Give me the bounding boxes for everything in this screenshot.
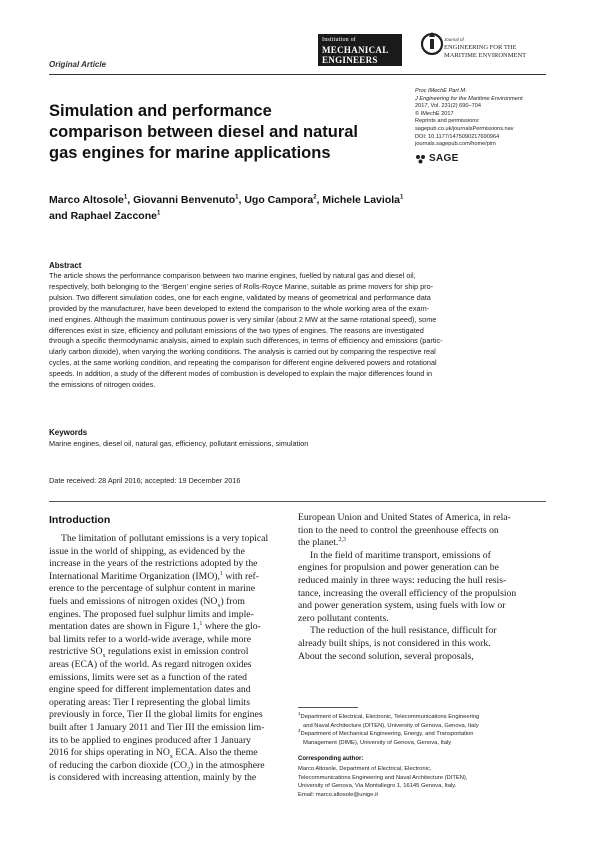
corresponding-line: Telecommunications Engineering and Naval Architecture (DITEN), bbox=[298, 774, 468, 781]
meta-citation: 2017, Vol. 231(2) 690–704 bbox=[415, 103, 481, 110]
corresponding-email[interactable]: Email: marco.altosole@unige.it bbox=[298, 791, 378, 798]
article-type: Original Article bbox=[49, 60, 107, 69]
corresponding-author-details bbox=[298, 765, 546, 799]
journal-logo-prefix: Journal of bbox=[444, 37, 464, 42]
body-text-line: About the second solution, several proposals, bbox=[298, 650, 474, 662]
body-text-line: European Union and United States of America, in rela- bbox=[298, 512, 511, 523]
body-text-line: tance, increasing the overall efficiency of the propulsion bbox=[298, 587, 517, 599]
imeche-logo bbox=[318, 34, 402, 66]
meta-reprints-link[interactable]: sagepub.co.uk/journalsPermissions.nav bbox=[415, 125, 514, 132]
body-text-line: erence to the percentage of sulphur content in marine bbox=[49, 583, 256, 595]
body-text-line: built after 1 January 2011 and Tier III the emission lim- bbox=[49, 721, 265, 733]
body-text-line: emissions, limits were set as a function of the rated bbox=[49, 671, 248, 683]
abstract-line: through a specific thermodynamic analysis, aimed to explain such differences, in terms of efficiency and emissions (partic- bbox=[49, 336, 443, 346]
sage-icon bbox=[415, 154, 427, 164]
imeche-logo-line2: MECHANICAL bbox=[322, 45, 389, 55]
imeche-logo-line1: Institution of bbox=[322, 37, 356, 43]
abstract-line: ularly carbon dioxide), when varying the working conditions. The analysis is carried out by comparing the respective real bbox=[49, 347, 436, 357]
affiliation-line: and Naval Architecture (DITEN), University of Genova, Genova, Italy bbox=[303, 722, 479, 729]
abstract-heading: Abstract bbox=[49, 261, 82, 270]
title-line: comparison between diesel and natural bbox=[49, 123, 358, 141]
body-text-line: increase in the years of the restrictions adopted by the bbox=[49, 558, 258, 570]
body-text-line: tion to the need to control the greenhouse effects on bbox=[298, 524, 499, 536]
affiliation-line: Management (DIME), University of Genova, Genova, Italy bbox=[303, 739, 452, 746]
journal-logo-line1: ENGINEERING FOR THE bbox=[444, 44, 517, 51]
keywords-text: Marine engines, diesel oil, natural gas, efficiency, pollutant emissions, simulation bbox=[49, 439, 309, 448]
author-affiliation-mark: 1 bbox=[123, 194, 128, 201]
author-name: Ugo Campora bbox=[244, 194, 314, 206]
meta-journal-name: Proc IMechE Part M: bbox=[415, 88, 467, 94]
meta-copyright: © IMechE 2017 bbox=[415, 110, 454, 117]
introduction-left-column bbox=[49, 533, 286, 785]
abstract-line: the emissions of nitrogen oxides. bbox=[49, 380, 156, 390]
publisher-logo bbox=[415, 153, 459, 164]
author-affiliation-mark: 1 bbox=[400, 194, 404, 201]
author-list: Marco Altosole$^1$, Giovanni Benvenuto$^1$, Ugo Campora$^2$, Michele Laviola$^1$ and Raphael Zaccone$^1$ bbox=[49, 194, 404, 222]
citation-mark[interactable]: 1 bbox=[199, 620, 203, 627]
meta-journal-link[interactable]: journals.sagepub.com/home/pim bbox=[415, 141, 496, 148]
affiliation-number: 2 bbox=[298, 728, 301, 734]
body-text-line: the planet.$^{2,3}$ bbox=[298, 536, 346, 549]
abstract-line: differences exist in size, efficiency and pollutant emissions of the two types of engines. The reasons are investigated bbox=[49, 325, 424, 335]
body-text-line: mentation dates are shown in Figure 1,$^1$ where the glo- bbox=[49, 620, 261, 633]
author-affiliation-mark: 1 bbox=[156, 210, 161, 217]
body-text-line: fuels and emissions of nitrogen oxides $(NO_x)$ from bbox=[49, 595, 245, 609]
author-name: Michele Laviola bbox=[322, 194, 400, 206]
imeche-logo-line3: ENGINEERS bbox=[322, 55, 378, 65]
keywords-heading: Keywords bbox=[49, 428, 88, 437]
abstract-line: provided by the manufacturer, have been developed to extend the comparison to the whole working area of the exam- bbox=[49, 303, 430, 313]
body-text-line: bal limits refer to a world-wide average, while more bbox=[49, 633, 252, 645]
author-conjunction: and bbox=[49, 210, 68, 222]
body-text-line: of reducing the carbon dioxide $(CO_2)$ in the atmosphere bbox=[49, 759, 265, 773]
body-text-line: In the field of maritime transport, emissions of bbox=[310, 549, 491, 561]
journal-meta bbox=[415, 88, 555, 149]
footnote-divider bbox=[298, 707, 358, 708]
body-text-line: and power generation system, using fuels with low or bbox=[298, 600, 506, 612]
section-divider bbox=[49, 501, 546, 502]
affiliation-number: 1 bbox=[298, 711, 301, 717]
author-affiliation-mark: 2 bbox=[313, 194, 317, 201]
affiliation-line: Department of Mechanical Engineering, Energy, and Transportation bbox=[300, 731, 474, 738]
author-name: Giovanni Benvenuto bbox=[133, 194, 236, 206]
body-text-line: zero pollutant contents. bbox=[298, 612, 389, 624]
meta-journal-full: J Engineering for the Maritime Environment bbox=[415, 95, 523, 102]
affiliation-line: Department of Electrical, Electronic, Telecommunications Engineering bbox=[300, 714, 480, 720]
abstract-line: speeds. In addition, a study of the different modes of combustion is developed to explain the major differences found in bbox=[49, 369, 433, 379]
corresponding-line: University of Genova, Via Montallegro 1, 16145 Genova, Italy. bbox=[298, 783, 457, 790]
body-text-line: previously in force, Tier II the global limits for engines bbox=[49, 709, 263, 721]
corresponding-author-heading: Corresponding author: bbox=[298, 756, 364, 762]
submission-dates: Date received: 28 April 2016; accepted: 19 December 2016 bbox=[49, 476, 241, 485]
meta-reprints: Reprints and permissions: bbox=[415, 118, 480, 125]
abstract-line: pulsion. Two different simulation codes, one for each engine, validated by means of geometrical and performance data bbox=[49, 292, 431, 302]
abstract-text bbox=[49, 271, 546, 391]
article-title bbox=[49, 101, 369, 164]
abstract-line: ined engines. Although the maximum continuous power is very similar (about 2 MW at the same rotational speed), some bbox=[49, 314, 437, 324]
abstract-line: cycles, at the same working condition, and repeating the comparison for different engine delivered powers and rotational bbox=[49, 358, 437, 368]
abstract-line: respectively, both belonging to the ‘Bergen’ engine series of Rolls-Royce Marine, suitable as prime movers for ship pro- bbox=[49, 281, 434, 291]
body-text-line: issue in the world of shipping, as evidenced by the bbox=[49, 545, 245, 557]
introduction-right-column bbox=[298, 512, 546, 663]
publisher-name: SAGE bbox=[429, 153, 459, 164]
body-text-line: The reduction of the hull resistance, difficult for bbox=[310, 625, 497, 637]
title-line: gas engines for marine applications bbox=[49, 144, 331, 162]
corresponding-line: Marco Altosole, Department of Electrical, Electronic, bbox=[298, 766, 432, 772]
author-name: Marco Altosole bbox=[49, 194, 124, 206]
body-text-line: areas (ECA) of the world. As regard nitrogen oxides bbox=[49, 658, 252, 670]
header-divider bbox=[49, 74, 546, 75]
body-text-line: its to be applied to engines produced after 1 January bbox=[49, 734, 252, 746]
citation-mark[interactable]: 2,3 bbox=[338, 536, 346, 543]
journal-logo-line2: MARITIME ENVIRONMENT bbox=[444, 52, 527, 59]
body-text-line: 2016 for ships operating in $NO_x$ ECA. Also the theme bbox=[49, 747, 258, 761]
title-line: Simulation and performance bbox=[49, 102, 272, 120]
body-text-line: The limitation of pollutant emissions is a very topical bbox=[61, 533, 269, 544]
meta-doi[interactable]: DOI: 10.1177/1475090217690964 bbox=[415, 133, 500, 140]
author-affiliation-mark: 1 bbox=[235, 194, 239, 201]
body-text-line: International Maritime Organization (IMO),$^1$ with ref- bbox=[49, 570, 259, 582]
author-name: Raphael Zaccone bbox=[70, 210, 157, 222]
body-text-line: already built ships, is not considered in this work. bbox=[298, 637, 491, 649]
body-text-line: restrictive $SO_x$ regulations exist in emission control bbox=[49, 646, 249, 660]
body-text-line: engine speed for different implementation dates and bbox=[49, 684, 251, 696]
body-text-line: engines for propulsion and power generation can be bbox=[298, 562, 499, 574]
body-text-line: reduced mainly in three ways: reducing the hull resis- bbox=[298, 574, 507, 586]
body-text-line: is considered with increasing attention, mainly by the bbox=[49, 772, 257, 784]
body-text-line: engines. The proposed fuel sulphur limits and imple- bbox=[49, 608, 254, 620]
citation-mark[interactable]: 1 bbox=[219, 570, 223, 577]
introduction-heading: Introduction bbox=[49, 514, 111, 526]
abstract-line: The article shows the performance comparison between two marine engines, fuelled by natural gas and diesel oil, bbox=[49, 271, 416, 280]
journal-emblem-icon bbox=[419, 29, 445, 63]
body-text-line: operating areas: Tier I representing the global limits bbox=[49, 696, 250, 708]
affiliations bbox=[298, 713, 546, 747]
